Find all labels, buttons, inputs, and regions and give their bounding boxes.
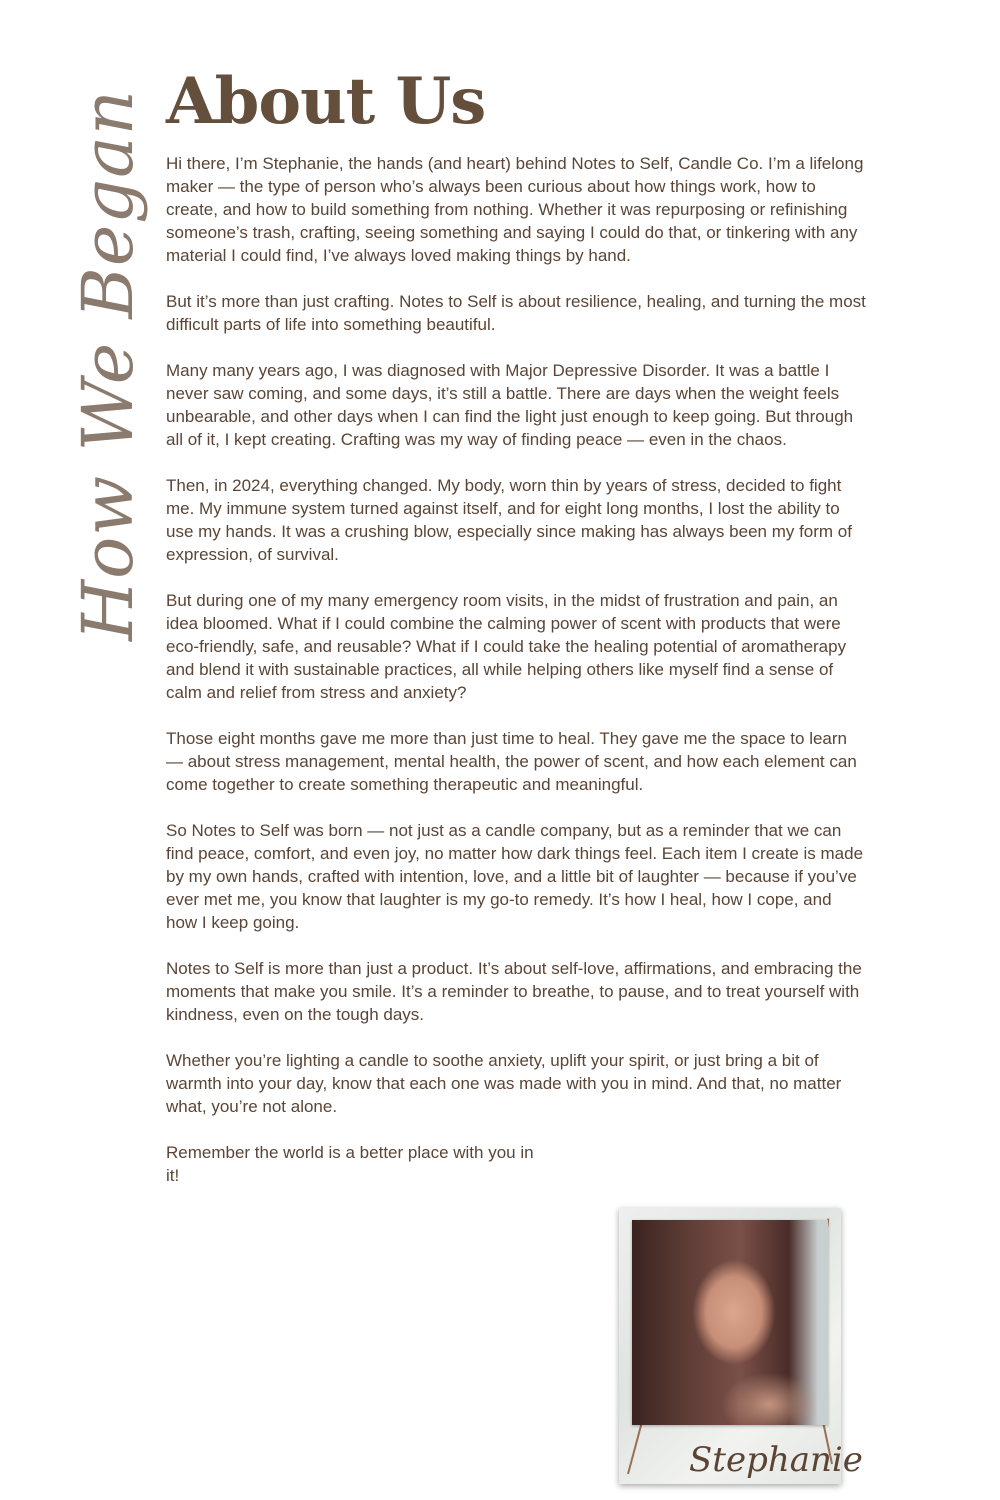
paragraph-not-alone: Whether you’re lighting a candle to soothe anxiety, uplift your spirit, or just bring a bit of warmth into your day, know that each one was made with you in mind. And that, no matter what, you’re not alone. — [166, 1051, 842, 1116]
about-body — [166, 152, 866, 1210]
paragraph-self-love: Notes to Self is more than just a product. It’s about self-love, affirmations, and embracing the moments that make you smile. It’s a reminder to breathe, to pause, and to treat yourself with kindness, even on the tough days. — [166, 959, 862, 1024]
paragraph-intro: Hi there, I’m Stephanie, the hands (and heart) behind Notes to Self, Candle Co. I’m a lifelong maker — the type of person who’s always been curious about how things work, how to create, and how to build something from nothing. Whether it was repurposing or refinishing someone’s trash, crafting, seeing something and saying I could do that, or tinkering with any material I could find, I’ve always loved making things by hand. — [166, 154, 864, 265]
paragraph-born: So Notes to Self was born — not just as a candle company, but as a reminder that we can find peace, comfort, and even joy, no matter how dark things feel. Each item I create is made by my own hands, crafted with intention, love, and a little bit of laughter — because if you’ve ever met me, you know that laughter is my go-to remedy. It’s how I heal, how I cope, and how I keep going. — [166, 821, 864, 932]
paragraph-resilience: But it’s more than just crafting. Notes to Self is about resilience, healing, and turning the most difficult parts of life into something beautiful. — [166, 292, 866, 334]
paragraph-closing: Remember the world is a better place with you in it! — [166, 1143, 534, 1185]
paragraph-idea: But during one of my many emergency room visits, in the midst of frustration and pain, an idea bloomed. What if I could combine the calming power of scent with products that were eco-friendly, safe, and reusable? What if I could take the healing potential of aromatherapy and blend it with sustainable practices, all while helping others like myself find a sense of calm and relief from stress and anxiety? — [166, 591, 847, 702]
page-title: About Us — [166, 64, 486, 139]
paragraph-2024: Then, in 2024, everything changed. My body, worn thin by years of stress, decided to fight me. My immune system turned against itself, and for eight long months, I lost the ability to use my hands. It was a crushing blow, especially since making has always been my form of expression, of survival. — [166, 476, 852, 564]
paragraph-learning: Those eight months gave me more than just time to heal. They gave me the space to learn — about stress management, mental health, the power of scent, and how each element can come together to create something therapeutic and meaningful. — [166, 729, 857, 794]
paragraph-diagnosis: Many many years ago, I was diagnosed with Major Depressive Disorder. It was a battle I never saw coming, and some days, it’s still a battle. There are days when the weight feels unbearable, and other days when I can find the light just enough to keep going. But through all of it, I kept creating. Crafting was my way of finding peace — even in the chaos. — [166, 361, 854, 449]
polaroid-photo-frame — [619, 1208, 863, 1484]
signature: Stephanie — [689, 1440, 863, 1480]
portrait-photo — [632, 1220, 828, 1425]
side-heading: How We Began — [67, 89, 149, 641]
